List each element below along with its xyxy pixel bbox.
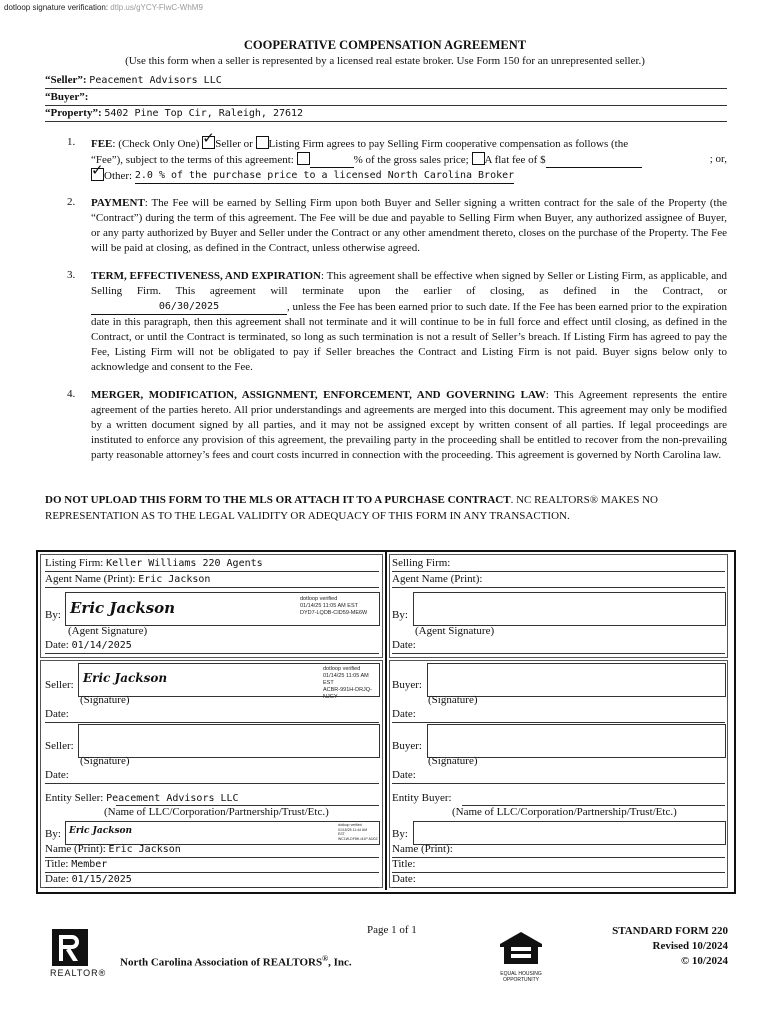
flat-fee-field[interactable] — [546, 167, 642, 168]
property-label: “Property”: — [45, 107, 102, 119]
verification-link[interactable]: dtlp.us/gYCY-FlwC-WhM9 — [110, 3, 203, 12]
buyer-1-date-row — [392, 708, 725, 723]
seller-2-date-row — [45, 769, 379, 784]
seller-2-caption: (Signature) — [80, 755, 130, 767]
stamp-line: dotloop verified — [300, 596, 338, 602]
seller-pays-checkbox[interactable] — [202, 136, 215, 149]
stamp-line: dotloop verified — [338, 823, 362, 827]
stamp-line: 01/14/25 11:05 AM — [323, 673, 369, 679]
entity-seller-label: Entity Seller: — [45, 792, 104, 804]
listing-agent-row — [45, 573, 379, 588]
section-2-heading: PAYMENT — [91, 197, 145, 209]
listing-firm-pays-label: Listing Firm agrees to pay Selling Firm cooperative compensation as follows (the — [268, 138, 629, 150]
agent-dotloop-stamp — [300, 596, 367, 617]
agent-name-field[interactable]: Eric Jackson — [138, 574, 211, 585]
agent-signature-box[interactable] — [65, 592, 380, 626]
section-4-heading: MERGER, MODIFICATION, ASSIGNMENT, ENFORCEMENT, AND GOVERNING LAW — [91, 389, 546, 401]
mls-warning-bold: DO NOT UPLOAD THIS FORM TO THE MLS OR ATTACH IT TO A PURCHASE CONTRACT — [45, 494, 511, 506]
buyer-2-label: Buyer: — [392, 740, 422, 752]
mls-warning — [45, 492, 727, 524]
seller-1-date-row — [45, 708, 379, 723]
entity-buyer-signature-box[interactable] — [413, 821, 726, 845]
entity-buyer-name-label: Name (Print): — [392, 843, 453, 855]
fee-terms-text: “Fee”), subject to the terms of this agreement: — [91, 154, 294, 166]
section-1-text: : (Check Only One) — [112, 138, 200, 150]
section-1-heading: FEE — [91, 138, 113, 150]
stamp-line: dotloop verified — [323, 666, 361, 672]
seller-1-caption: (Signature) — [80, 694, 130, 706]
equal-housing-logo — [496, 930, 546, 982]
entity-buyer-date-row — [392, 873, 725, 888]
agent-name-label: Agent Name (Print): — [45, 573, 136, 585]
form-copyright: © 10/2024 — [680, 955, 728, 967]
realtor-logo-text: REALTOR® — [50, 968, 107, 978]
section-2-body: : The Fee will be earned by Selling Firm upon both Buyer and Seller signing a written contract for the sale of the Property (the “Contract”) during the term of this agreement. The Fee will be due and payable to Selling Firm when Buyer, any authorized assignee of Buyer, or any party authorized by Buyer and Seller under the Contract or any other amendment thereto, closes on the purchase of the Property. The Fee will be paid at closing, as defined in the Contract, unless otherwise agreed. — [91, 197, 727, 254]
agent-date-row — [45, 639, 379, 654]
stamp-line: EST — [338, 832, 345, 836]
section-3-body-1: : This agreement shall be effective when signed by Seller or Listing Firm, as applicable, and Selling Firm. This agreement will terminate upon the earlier of closing, as defined in the Contract, or — [91, 270, 727, 297]
form-revised: Revised 10/2024 — [652, 940, 728, 952]
section-3-body-2: , unless the Fee has been earned prior to such date. If the Fee has been earned prior to the expiration date in this paragraph, then this agreement shall not terminate and it will continue to be in full force and effect until closing, as defined in the Contract, or until the Contract is terminated, so long as such termination is not a result of Seller’s breach. If Listing Firm has agreed to pay the Fee, Listing Firm will not be obligated to pay if Seller breaches the Contract and Listing Firm is not paid. Buyer signs below only to acknowledge and consent to the Fee. — [91, 301, 727, 373]
entity-name-row — [45, 843, 379, 858]
title-field[interactable]: Member — [71, 859, 108, 870]
agent-signature: Eric Jackson — [70, 599, 176, 617]
section-4-number: 4. — [67, 388, 76, 400]
form-title: COOPERATIVE COMPENSATION AGREEMENT — [243, 38, 527, 52]
section-1-number: 1. — [67, 136, 76, 148]
selling-firm-label: Selling Firm: — [392, 557, 451, 569]
selling-date-label: Date: — [392, 639, 416, 651]
agent-date-label: Date: — [45, 639, 69, 651]
name-print-label: Name (Print): — [45, 843, 106, 855]
seller-2-signature-box[interactable] — [78, 724, 380, 758]
section-4-merger — [91, 388, 727, 463]
entity-buyer-label: Entity Buyer: — [392, 792, 452, 804]
seller-1-date-label: Date: — [45, 708, 69, 720]
association-name — [120, 954, 352, 969]
page-number: Page 1 of 1 — [367, 924, 417, 936]
entity-dotloop-stamp — [338, 823, 378, 841]
stamp-line: DYD7-LQDB-CID59-ME6W — [300, 610, 368, 616]
selling-date-row — [392, 639, 725, 654]
seller-dotloop-stamp — [323, 666, 379, 701]
buyer-2-caption: (Signature) — [428, 755, 478, 767]
mls-warning-rest: . NC REALTORS® MAKES NO REPRESENTATION AS TO THE LEGAL VALIDITY OR ADEQUACY OF THIS FORM IN ANY TRANSACTION. — [45, 494, 658, 522]
entity-buyer-row — [392, 792, 452, 804]
section-1-fee — [91, 136, 727, 184]
title-label: Title: — [45, 858, 69, 870]
seller-1-label: Seller: — [45, 679, 74, 691]
entity-buyer-title-row — [392, 858, 725, 873]
buyer-1-caption: (Signature) — [428, 694, 478, 706]
buyer-2-date-label: Date: — [392, 769, 416, 781]
seller-field[interactable]: Peacement Advisors LLC — [89, 75, 222, 86]
verification-label: dotloop signature verification: — [4, 3, 109, 12]
entity-signature: Eric Jackson — [69, 826, 133, 836]
association-text: North Carolina Association of REALTORS — [120, 956, 323, 969]
entity-seller-caption: (Name of LLC/Corporation/Partnership/Trust/Etc.) — [104, 806, 329, 818]
stamp-line: WC1W-DF8H-I41P-MJ0Z — [338, 836, 378, 841]
other-fee-label: Other: — [104, 170, 133, 182]
seller-pays-label: Seller or — [215, 138, 253, 150]
percent-fee-label: % of the gross sales price; — [353, 154, 469, 166]
section-2-number: 2. — [67, 196, 76, 208]
realtor-logo — [50, 928, 107, 978]
seller-label: “Seller”: — [45, 74, 87, 86]
entity-seller-field[interactable]: Peacement Advisors LLC — [106, 793, 239, 804]
buyer-1-label: Buyer: — [392, 679, 422, 691]
form-info — [560, 924, 728, 969]
other-fee-checkbox[interactable] — [91, 168, 104, 181]
agent-by-label: By: — [45, 609, 61, 621]
section-2-payment — [91, 196, 727, 256]
percent-fee-checkbox[interactable] — [297, 152, 310, 165]
entity-buyer-caption: (Name of LLC/Corporation/Partnership/Trust/Etc.) — [452, 806, 677, 818]
buyer-2-signature-box[interactable] — [427, 724, 726, 758]
form-name: STANDARD FORM 220 — [612, 925, 728, 937]
listing-firm-label: Listing Firm: — [45, 557, 104, 569]
form-subtitle: (Use this form when a seller is represented by a licensed real estate broker. Use Form 150 for an unrepresented seller.) — [125, 55, 645, 67]
section-3-number: 3. — [67, 269, 76, 281]
buyer-row — [45, 91, 727, 106]
seller-row — [45, 74, 727, 89]
or-text: ; or, — [709, 153, 727, 165]
section-3-heading: TERM, EFFECTIVENESS, AND EXPIRATION — [91, 270, 321, 282]
selling-firm-row — [392, 557, 725, 572]
verification-line — [4, 3, 203, 12]
property-row — [45, 107, 727, 122]
seller-2-label: Seller: — [45, 740, 74, 752]
entity-seller-signature-box[interactable] — [65, 821, 380, 845]
selling-agent-label: Agent Name (Print): — [392, 573, 483, 585]
entity-buyer-by-label: By: — [392, 828, 408, 840]
association-suffix: , Inc. — [328, 956, 352, 969]
entity-date-row — [45, 873, 379, 888]
other-fee-field[interactable]: 2.0 % of the purchase price to a licensed North Carolina Broker — [135, 168, 514, 184]
buyer-2-date-row — [392, 769, 725, 784]
stamp-line: ACBR-991H-DRJQ-NJGY — [323, 687, 372, 700]
flat-fee-checkbox[interactable] — [472, 152, 485, 165]
equal-housing-text: EQUAL HOUSING OPPORTUNITY — [500, 971, 542, 983]
stamp-line: EST — [323, 680, 334, 686]
column-divider — [385, 552, 387, 890]
seller-2-date-label: Date: — [45, 769, 69, 781]
selling-agent-row — [392, 573, 725, 588]
property-field[interactable]: 5402 Pine Top Cir, Raleigh, 27612 — [104, 108, 304, 119]
entity-buyer-name-row — [392, 843, 725, 858]
entity-buyer-title-label: Title: — [392, 858, 416, 870]
expiration-date-field[interactable]: 06/30/2025 — [91, 299, 287, 315]
agent-date-field[interactable]: 01/14/2025 — [71, 640, 132, 651]
entity-seller-by-label: By: — [45, 828, 61, 840]
flat-fee-label: A flat fee of $ — [484, 154, 546, 166]
section-3-term — [91, 269, 727, 375]
entity-date-label: Date: — [45, 873, 69, 885]
selling-agent-signature-box[interactable] — [413, 592, 726, 626]
listing-firm-pays-checkbox[interactable] — [256, 136, 269, 149]
entity-date-field[interactable]: 01/15/2025 — [71, 874, 132, 885]
entity-title-row — [45, 858, 379, 873]
listing-firm-row — [45, 557, 379, 572]
buyer-1-date-label: Date: — [392, 708, 416, 720]
agent-signature-caption: (Agent Signature) — [68, 625, 148, 637]
registered-mark: ® — [322, 954, 329, 963]
buyer-label: “Buyer”: — [45, 91, 89, 103]
section-4-body: : This Agreement represents the entire agreement of the parties hereto. All prior understandings and agreements are merged into this document. This agreement may only be modified by a written document signed by all parties, and it may not be assigned except by written consent of all parties. If legal proceedings are instituted to enforce any provision of this agreement, the prevailing party in the proceeding shall be entitled to recover from the non-prevailing party reasonable attorney’s fees and court costs incurred in connection with the proceeding. This agreement is governed by North Carolina law. — [91, 389, 727, 461]
buyer-1-signature-box[interactable] — [427, 663, 726, 697]
listing-firm-field[interactable]: Keller Williams 220 Agents — [106, 558, 263, 569]
seller-signature: Eric Jackson — [83, 671, 168, 685]
name-print-field[interactable]: Eric Jackson — [108, 844, 181, 855]
entity-seller-row — [45, 792, 239, 804]
equal-housing-icon — [496, 930, 546, 966]
selling-by-label: By: — [392, 609, 408, 621]
stamp-line: 01/14/25 11:05 AM EST — [300, 603, 358, 609]
selling-signature-caption: (Agent Signature) — [415, 625, 495, 637]
entity-buyer-date-label: Date: — [392, 873, 416, 885]
stamp-line: 01/15/25 11:44 AM — [338, 827, 368, 832]
